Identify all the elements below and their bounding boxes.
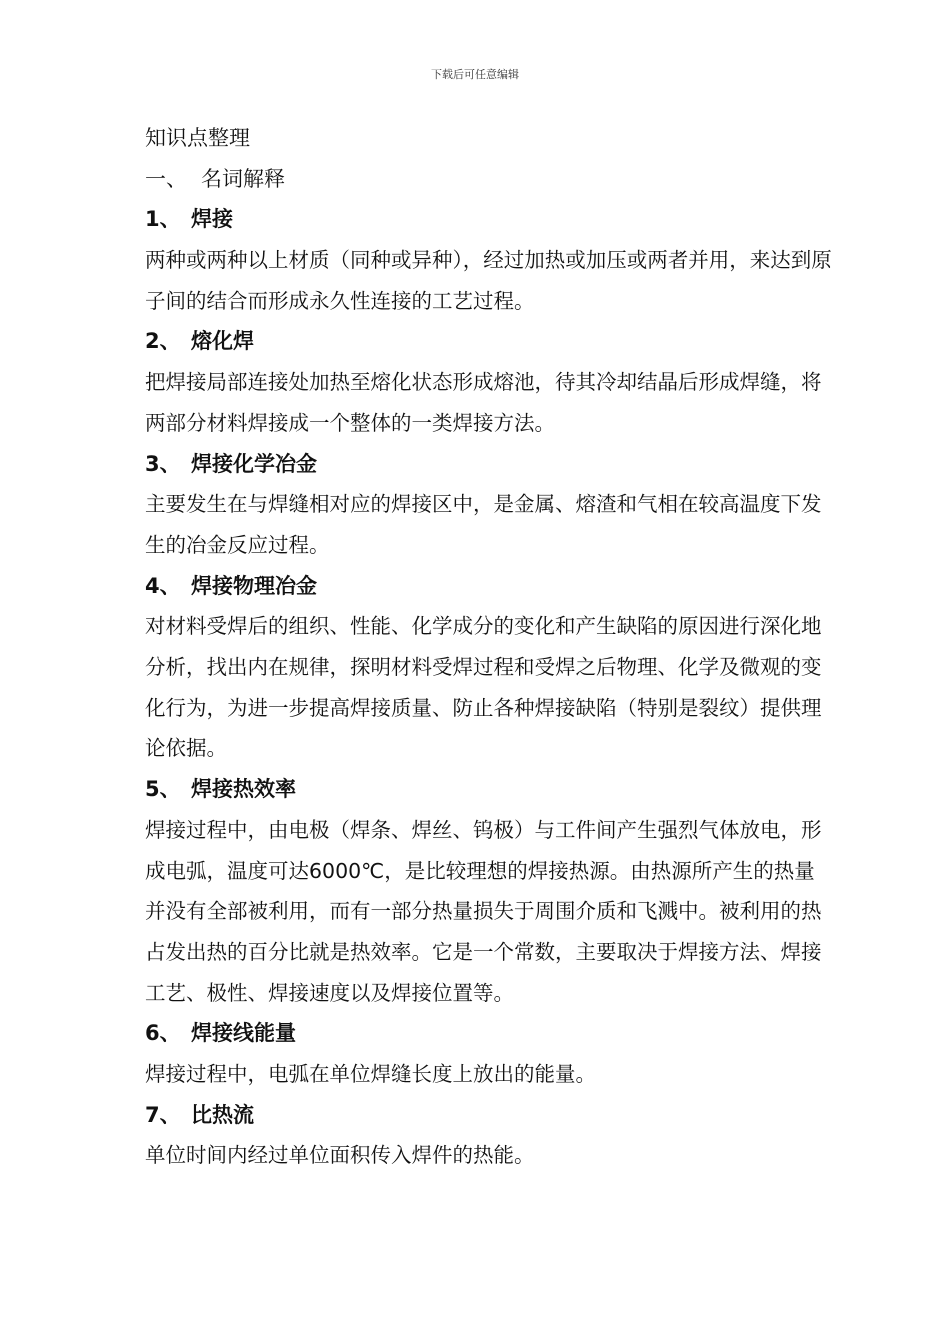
term-entry-3 [145,444,835,566]
term-name: 焊接 [191,207,233,232]
term-number: 3、 [145,451,181,476]
section-label: 名词解释 [201,166,285,191]
term-heading [145,566,835,607]
section-marker: 一、 [145,166,187,191]
term-entry-1 [145,199,835,321]
term-entry-4 [145,566,835,770]
term-number: 7、 [145,1102,181,1127]
document-body [145,118,835,1176]
term-name: 焊接热效率 [191,777,296,802]
term-name: 比热流 [191,1102,254,1127]
term-number: 4、 [145,573,181,598]
term-definition: 两种或两种以上材质（同种或异种），经过加热或加压或两者并用，来达到原子间的结合而形成永久性连接的工艺过程。 [145,248,832,313]
term-heading [145,1013,835,1054]
term-definition: 把焊接局部连接处加热至熔化状态形成熔池，待其冷却结晶后形成焊缝，将两部分材料焊接成一个整体的一类焊接方法。 [145,370,822,435]
term-definition: 对材料受焊后的组织、性能、化学成分的变化和产生缺陷的原因进行深化地分析，找出内在规律，探明材料受焊过程和受焊之后物理、化学及微观的变化行为，为进一步提高焊接质量、防止各种焊接缺陷（特别是裂纹）提供理论依据。 [145,614,822,761]
term-definition: 单位时间内经过单位面积传入焊件的热能。 [145,1143,535,1168]
term-entry-6 [145,1013,835,1094]
term-heading [145,321,835,362]
term-definition: 焊接过程中，电弧在单位焊缝长度上放出的能量。 [145,1062,596,1087]
term-definition: 主要发生在与焊缝相对应的焊接区中，是金属、熔渣和气相在较高温度下发生的冶金反应过程。 [145,492,822,557]
term-number: 5、 [145,777,181,802]
term-heading [145,1095,835,1136]
term-number: 2、 [145,329,181,354]
term-name: 焊接化学冶金 [191,451,317,476]
term-heading [145,444,835,485]
term-definition: 焊接过程中，由电极（焊条、焊丝、钨极）与工件间产生强烈气体放电，形成电弧，温度可达6000℃，是比较理想的焊接热源。由热源所产生的热量并没有全部被利用，而有一部分热量损失于周围介质和飞溅中。被利用的热占发出热的百分比就是热效率。它是一个常数，主要取决于焊接方法、焊接工艺、极性、焊接速度以及焊接位置等。 [145,817,822,1005]
term-entry-2 [145,321,835,443]
term-number: 6、 [145,1021,181,1046]
term-entry-5 [145,769,835,1013]
term-entry-7 [145,1095,835,1176]
term-number: 1、 [145,207,181,232]
document-title: 知识点整理 [145,126,250,150]
term-heading [145,199,835,240]
page-header-note: 下载后可任意编辑 [431,68,519,81]
section-heading [145,159,835,200]
term-heading [145,769,835,810]
term-name: 焊接线能量 [191,1021,296,1046]
term-name: 熔化焊 [191,329,254,354]
term-name: 焊接物理冶金 [191,573,317,598]
